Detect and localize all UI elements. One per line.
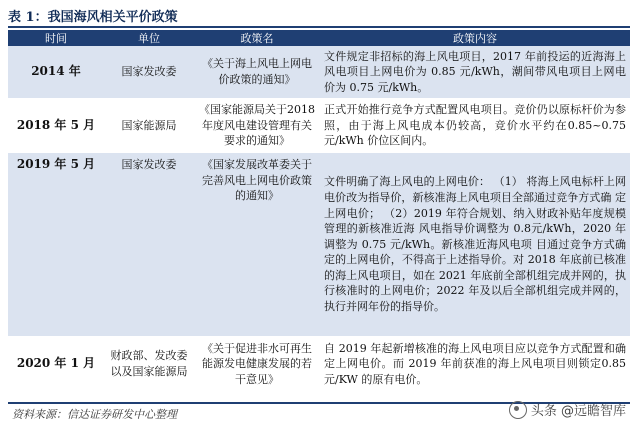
header-time: 时间 (8, 30, 104, 46)
cell-time: 2018 年 5 月 (8, 98, 104, 153)
table-row (8, 153, 630, 336)
cell-time: 2020 年 1 月 (8, 336, 104, 392)
table-row (8, 336, 630, 392)
cell-policy-name: 《国家发展改革委关于完善风电上网电价政策的通知》 (194, 153, 320, 336)
top-rule (8, 26, 630, 28)
table-header-row (8, 30, 630, 46)
table-row (8, 46, 630, 98)
header-unit: 单位 (104, 30, 194, 46)
policy-table (8, 30, 630, 392)
table-row (8, 98, 630, 153)
cell-unit: 财政部、发改委以及国家能源局 (104, 336, 194, 392)
cell-content: 文件规定非招标的海上风电项目，2017 年前投运的近海海上风电项目上网电价为 0.85 元/kWh，潮间带风电项目上网电价为 0.75 元/kWh。 (320, 46, 630, 98)
header-content: 政策内容 (320, 30, 630, 46)
cell-policy-name: 《关于海上风电上网电价政策的通知》 (194, 46, 320, 98)
watermark (509, 400, 626, 419)
cell-time: 2019 年 5 月 (8, 153, 104, 336)
cell-content: 自 2019 年起新增核准的海上风电项目应以竞争方式配置和确定上网电价。而 2019 年前获准的海上风电项目则锁定0.85 元/KW 的原有电价。 (320, 336, 630, 392)
cell-policy-name: 《国家能源局关于2018 年度风电建设管理有关要求的通知》 (194, 98, 320, 153)
cell-time: 2014 年 (8, 46, 104, 98)
source-note: 资料来源：信达证券研发中心整理 (12, 408, 177, 421)
cell-content: 正式开始推行竞争方式配置风电项目。竞价仍以原标杆价为参照，由于海上风电成本仍较高，竞价水平约在0.85~0.75 元/kWh 价位区间内。 (320, 98, 630, 153)
cell-unit: 国家发改委 (104, 46, 194, 98)
watermark-text: 头条 @远瞻智库 (530, 404, 626, 419)
cell-content: 文件明确了海上风电的上网电价： （1） 将海上风电标杆上网电价改为指导价，新核准海上风电项目全部通过竞争方式确 定上网电价； （2）2019 年符合规划、纳入财政补贴年度规模管理的新核准近海 风电指导价调整为 0.8元/kWh，2020 年调整为 0.75 元/kWh。新核准近海风电项 目通过竞争方式确定的上网电价，不得高于上述指导价。对 2018 年底前已核准 的海上风电项目，如在 2021 年底前全部机组完成并网的，执行核准时的上网电价；2022 年及以后全部机组完成并网的，执行并网年份的指导价。 (320, 153, 630, 336)
table-title: 表 1：我国海风相关平价政策 (8, 10, 178, 25)
cell-policy-name: 《关于促进非水可再生能源发电健康发展的若干意见》 (194, 336, 320, 392)
cell-unit: 国家能源局 (104, 98, 194, 153)
cell-unit: 国家发改委 (104, 153, 194, 336)
header-name: 政策名 (194, 30, 320, 46)
camera-icon (509, 401, 527, 419)
